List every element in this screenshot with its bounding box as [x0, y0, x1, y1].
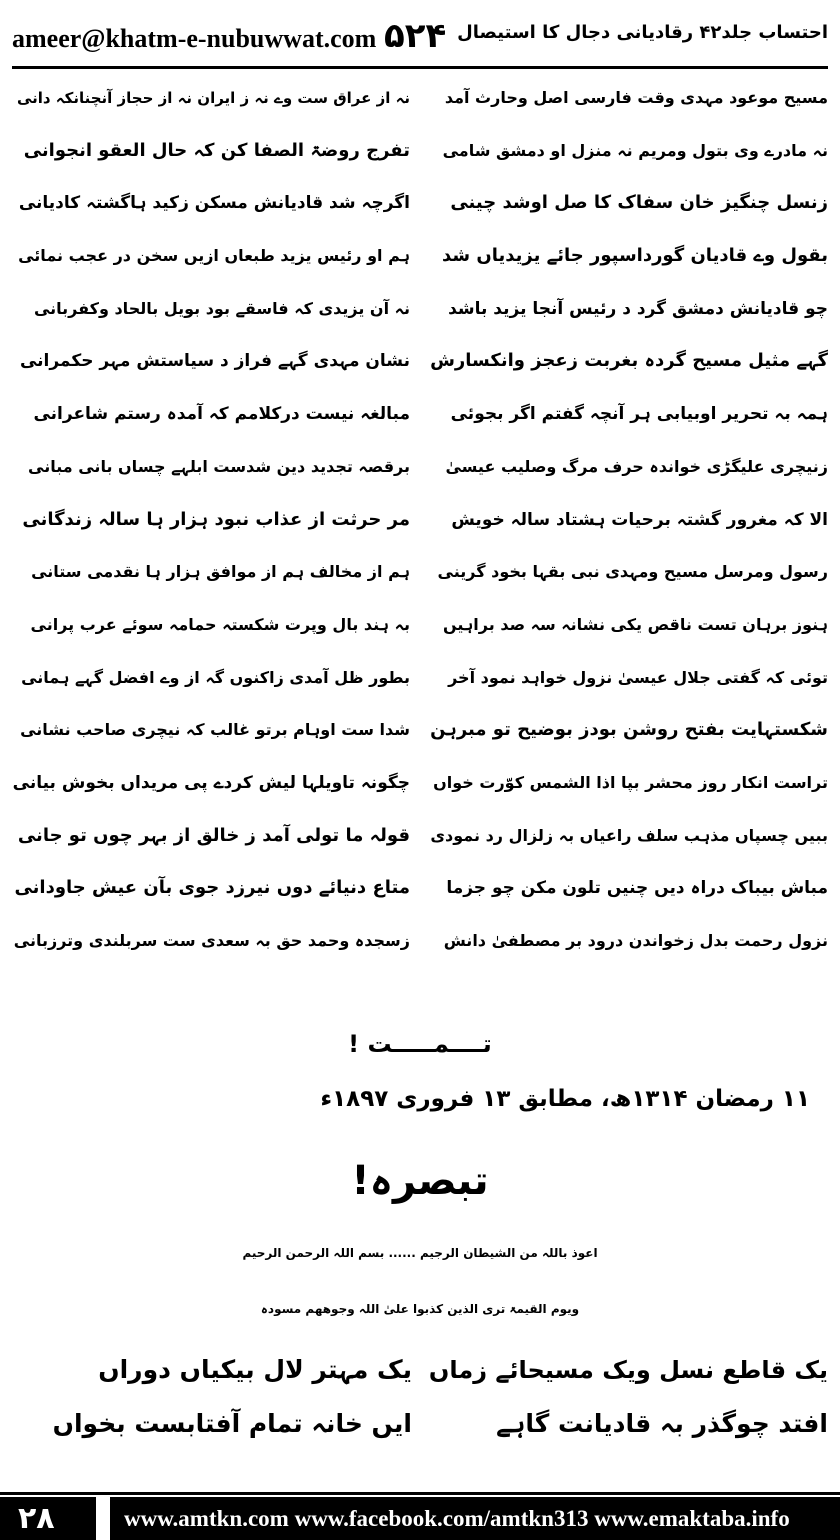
verse-line: متاع دنیائے دوں نیرزد جوی بآن عیش جاودانی — [14, 877, 410, 899]
footer-links[interactable]: www.amtkn.com www.facebook.com/amtkn313 www.emaktaba.info — [124, 1506, 790, 1531]
verse-line: چگونہ تاویلہا لیش کردے پی مریداں بخوش بیانی — [12, 772, 410, 793]
verse-line: مسیح موعود مہدی وقت فارسی اصل وحارث آمد — [444, 88, 828, 107]
verse-line: چو قادیانش دمشق گرد د رئیس آنجا یزید باشد — [448, 298, 828, 319]
verse-line: الا کہ مغرور گشتہ برحیات ہشتاد سالہ خویش — [451, 509, 828, 530]
verse-line: رسول ومرسل مسیح ومہدی نبی بقہا بخود گرینی — [437, 562, 828, 582]
end-mark: تــــمـــــت ! — [348, 1030, 492, 1058]
verse-line: توئی کہ گفتی جلال عیسیٰ نزول خواہد نمود آخر — [448, 667, 828, 687]
verse-line: نشان مہدی گہے فراز د سیاستش مہر حکمرانی — [19, 351, 410, 372]
verse-line: ہم او رئیس یزید طبعاں ازیں سخن در عجب نمائی — [18, 246, 410, 266]
couplet-1-second-hemistich: یک مہتر لال بیکیاں دوراں — [98, 1355, 412, 1384]
header-page-number: ۵۲۴ — [384, 16, 447, 56]
verse-line: اگرچہ شد قادیانش مسکن زکید ہاگشتہ کادیانی — [18, 193, 410, 214]
opening-invocation: اعوذ باللہ من الشیطان الرجیم ...... بسم اللہ الرحمن الرحیم — [242, 1246, 598, 1260]
couplet-1-first-hemistich: یک قاطع نسل ویک مسیحائے زماں — [428, 1356, 828, 1384]
verse-line: بہ ہند بال وپرت شکستہ حمامہ سوئے عرب پرانی — [30, 614, 410, 634]
verse-line: برقصہ تجدید دین شدست ابلہے چساں بانی مبانی — [28, 456, 410, 476]
footer-page-number: ۲۸ — [18, 1501, 55, 1536]
verse-line: نزول رحمت بدل زخواندن درود بر مصطفیٰ دانش — [443, 931, 828, 950]
verse-line: زسجدہ وحمد حق بہ سعدی ست سربلندی وترزبانی — [13, 931, 410, 950]
verse-line: تراست انکار روز محشر بپا اذا الشمس کوّرت خواں — [433, 772, 828, 792]
review-couplet-1 — [12, 1346, 828, 1394]
couplet-2-second-hemistich: ایں خانہ تمام آفتابست بخواں — [52, 1409, 412, 1438]
header-divider — [12, 66, 828, 69]
verse-line: ہم از مخالف ہم از موافق ہزار ہا نقدمی ستانی — [31, 562, 410, 582]
verse-line: ہنوز برہان تست ناقص یکی نشانہ سہ صد براہیں — [443, 614, 828, 634]
page-footer — [0, 1497, 840, 1540]
poem-right-column — [430, 72, 828, 1022]
verse-line: مباش بیباک دراہ دیں چنیں تلون مکن چو جزما — [446, 878, 828, 899]
verse-line: تفرج روضۃ الصفا کن کہ حال العقو انجوانی — [23, 139, 410, 161]
verse-line: نہ مادرے وی بتول ومریم نہ منزل او دمشق شامی — [442, 140, 828, 160]
verse-line: مر حرثت از عذاب نبود ہزار ہا سالہ زندگانی — [22, 508, 410, 530]
quranic-verse: ویوم القیمۃ تری الذین کذبوا علیٰ اللہ وجوھھم مسودہ — [260, 1302, 580, 1316]
footer-divider — [0, 1492, 840, 1495]
header-title: احتساب جلد۴۲ رقادیانی دجال کا استیصال — [457, 22, 828, 43]
verse-line: قولہ ما تولی آمد ز خالق از بہر چوں تو جانی — [17, 824, 410, 846]
poem-left-column — [12, 72, 410, 1022]
couplet-2-first-hemistich: افتد چوگذر بہ قادیانت گاہے — [496, 1409, 828, 1438]
verse-line: ہمہ بہ تحریر اوبیابی ہر آنچہ گفتم اگر بجوئی — [450, 404, 828, 425]
verse-line: شکستہایت بفتح روشن بودز بوضیح تو مبرہن — [430, 719, 828, 741]
footer-separator — [96, 1497, 110, 1540]
header-email: ameer@khatm-e-nubuwwat.com — [12, 24, 377, 53]
verse-line: شدا ست اوہام برتو غالب کہ نیچری صاحب نشانی — [20, 720, 410, 740]
verse-line: زنسل چنگیز خان سفاک کا صل اوشد چینی — [450, 192, 828, 214]
verse-line: زنیچری علیگڑی خواندہ حرف مرگ وصلیب عیسیٰ — [445, 456, 828, 476]
poem-body — [12, 72, 828, 1022]
review-couplet-2 — [12, 1400, 828, 1448]
completion-date: ۱۱ رمضان ۱۳۱۴ھ، مطابق ۱۳ فروری ۱۸۹۷ء — [320, 1086, 810, 1112]
verse-line: نہ آن یزیدی کہ فاسقے بود بویل بالحاد وکفربانی — [33, 298, 410, 318]
verse-line: نہ از عراق ست وے نہ ز ایران نہ از حجاز آنچنانکہ دانی — [16, 89, 410, 107]
verse-line: گہے مثیل مسیح گردہ بغربت زعجز وانکسارش — [430, 350, 828, 372]
verse-line: ببیں چسپاں مذہب سلف راعیاں بہ زلزال رد نمودی — [430, 825, 828, 845]
page-header — [12, 14, 828, 62]
verse-line: مبالغہ نیست درکلامم کہ آمدہ رستم شاعرانی — [33, 404, 410, 425]
verse-line: بطور ظل آمدی زاکنوں گہ از وے افضل گہے ہمانی — [21, 667, 410, 687]
review-heading: تبصرہ! — [351, 1158, 489, 1204]
verse-line: بقول وے قادیان گورداسپور جائے یزیدیاں شد — [442, 245, 828, 267]
